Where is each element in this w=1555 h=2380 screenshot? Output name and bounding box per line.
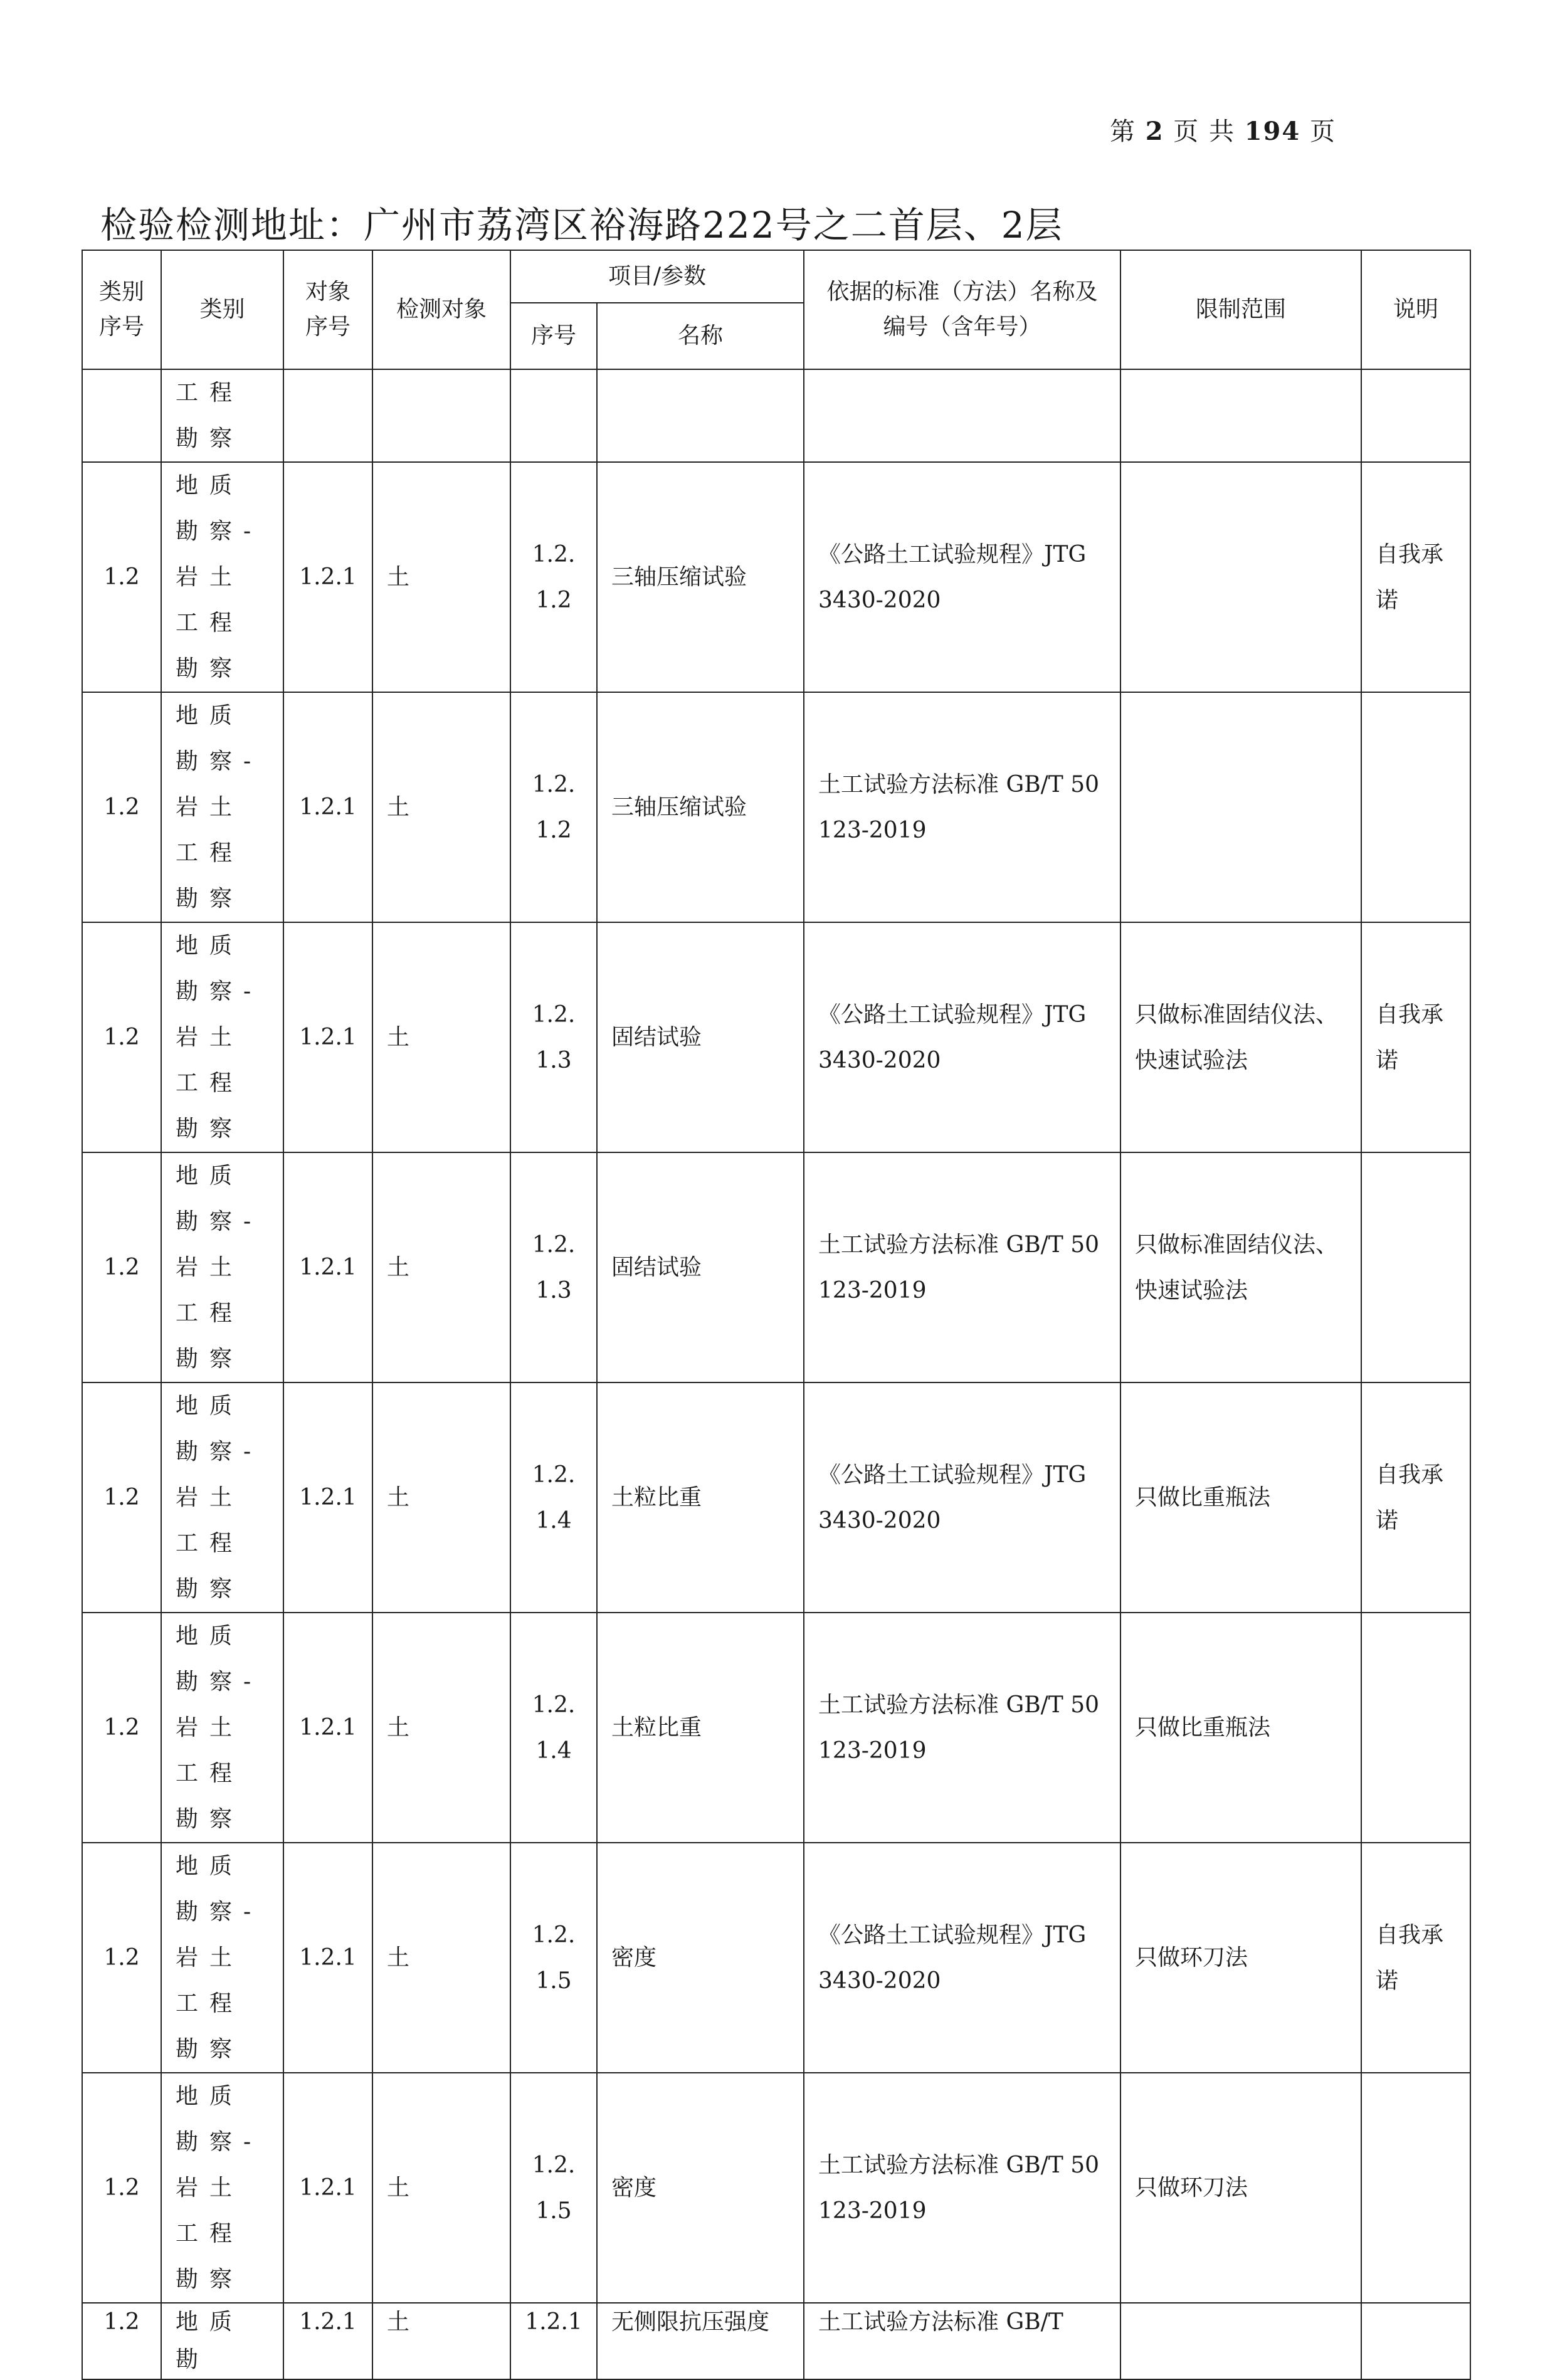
cell-category: 地质勘察-岩土工程勘察 xyxy=(161,692,283,922)
cell-item-name: 固结试验 xyxy=(597,922,804,1152)
cell-item-no: 1.2.1.3 xyxy=(510,1152,597,1382)
cell-standard: 《公路土工试验规程》JTG 3430-2020 xyxy=(804,1843,1120,2073)
cell-category: 地质勘察-岩土工程勘察 xyxy=(161,1382,283,1613)
cell-standard: 土工试验方法标准 GB/T 50123-2019 xyxy=(804,2073,1120,2303)
cell-note xyxy=(1361,2303,1470,2379)
cell-item-name: 无侧限抗压强度 xyxy=(597,2303,804,2379)
cell-category: 地质勘 xyxy=(161,2303,283,2379)
cell-item-no: 1.2.1.4 xyxy=(510,1382,597,1613)
cell-note xyxy=(1361,1613,1470,1843)
table-row-continuation xyxy=(82,369,1470,462)
cell-item-name: 固结试验 xyxy=(597,1152,804,1382)
cell-note xyxy=(1361,369,1470,462)
cell-item-no: 1.2.1.4 xyxy=(510,1613,597,1843)
cell-limit xyxy=(1120,692,1361,922)
cell-limit: 只做比重瓶法 xyxy=(1120,1382,1361,1613)
cell-category-no: 1.2 xyxy=(82,2073,161,2303)
cell-item-name xyxy=(597,369,804,462)
cell-category-no: 1.2 xyxy=(82,922,161,1152)
cell-category-no: 1.2 xyxy=(82,2303,161,2379)
cell-standard: 土工试验方法标准 GB/T xyxy=(804,2303,1120,2379)
cell-item-name: 密度 xyxy=(597,1843,804,2073)
cell-limit: 只做环刀法 xyxy=(1120,1843,1361,2073)
cell-note: 自我承诺 xyxy=(1361,922,1470,1152)
testing-address: 检验检测地址：广州市荔湾区裕海路222号之二首层、2层 xyxy=(100,204,1063,246)
header-item-group: 项目/参数 xyxy=(510,250,804,303)
cell-item-no: 1.2.1 xyxy=(510,2303,597,2379)
cell-object-no: 1.2.1 xyxy=(283,692,372,922)
cell-standard: 土工试验方法标准 GB/T 50123-2019 xyxy=(804,1152,1120,1382)
cell-item-no: 1.2.1.5 xyxy=(510,2073,597,2303)
cell-item-no: 1.2.1.2 xyxy=(510,462,597,692)
cell-category-no xyxy=(82,369,161,462)
cell-object: 土 xyxy=(372,692,510,922)
header-item-no: 序号 xyxy=(510,303,597,369)
table-row xyxy=(82,1152,1470,1382)
page-number-suffix: 页 xyxy=(1309,117,1336,146)
cell-item-name: 土粒比重 xyxy=(597,1613,804,1843)
page-number-current: 2 xyxy=(1145,117,1164,146)
cell-object-no: 1.2.1 xyxy=(283,1843,372,2073)
cell-note: 自我承诺 xyxy=(1361,1382,1470,1613)
cell-object-no: 1.2.1 xyxy=(283,1382,372,1613)
cell-category-no: 1.2 xyxy=(82,1613,161,1843)
cell-item-no: 1.2.1.5 xyxy=(510,1843,597,2073)
cell-standard: 土工试验方法标准 GB/T 50123-2019 xyxy=(804,692,1120,922)
cell-category: 地质勘察-岩土工程勘察 xyxy=(161,1613,283,1843)
cell-object: 土 xyxy=(372,1152,510,1382)
cell-category-no: 1.2 xyxy=(82,462,161,692)
cell-object: 土 xyxy=(372,1613,510,1843)
cell-category: 地质勘察-岩土工程勘察 xyxy=(161,1152,283,1382)
cell-note xyxy=(1361,692,1470,922)
page-number-middle: 页 共 xyxy=(1173,117,1235,146)
cell-note xyxy=(1361,2073,1470,2303)
table-row xyxy=(82,1613,1470,1843)
page-number-total: 194 xyxy=(1244,117,1301,146)
cell-object-no: 1.2.1 xyxy=(283,2073,372,2303)
cell-object: 土 xyxy=(372,1382,510,1613)
cell-category: 地质勘察-岩土工程勘察 xyxy=(161,1843,283,2073)
cell-category-no: 1.2 xyxy=(82,1843,161,2073)
table-row xyxy=(82,2073,1470,2303)
header-standard: 依据的标准（方法）名称及编号（含年号） xyxy=(804,250,1120,369)
page-number xyxy=(1110,112,1336,147)
cell-standard xyxy=(804,369,1120,462)
cell-limit xyxy=(1120,369,1361,462)
cell-object: 土 xyxy=(372,1843,510,2073)
cell-object xyxy=(372,369,510,462)
header-object: 检测对象 xyxy=(372,250,510,369)
header-item-name: 名称 xyxy=(597,303,804,369)
cell-object: 土 xyxy=(372,2073,510,2303)
cell-object-no: 1.2.1 xyxy=(283,2303,372,2379)
table-row-partial xyxy=(82,2303,1470,2379)
cell-limit xyxy=(1120,2303,1361,2379)
table-row xyxy=(82,462,1470,692)
table-row xyxy=(82,1382,1470,1613)
cell-limit: 只做比重瓶法 xyxy=(1120,1613,1361,1843)
cell-note xyxy=(1361,1152,1470,1382)
cell-limit: 只做标准固结仪法、快速试验法 xyxy=(1120,1152,1361,1382)
cell-standard: 《公路土工试验规程》JTG 3430-2020 xyxy=(804,462,1120,692)
cell-category: 地质勘察-岩土工程勘察 xyxy=(161,922,283,1152)
cell-item-no xyxy=(510,369,597,462)
cell-category-no: 1.2 xyxy=(82,1152,161,1382)
header-note: 说明 xyxy=(1361,250,1470,369)
cell-item-name: 密度 xyxy=(597,2073,804,2303)
cell-object-no: 1.2.1 xyxy=(283,462,372,692)
cell-limit: 只做环刀法 xyxy=(1120,2073,1361,2303)
cell-object-no: 1.2.1 xyxy=(283,1152,372,1382)
header-category-no: 类别序号 xyxy=(82,250,161,369)
cell-object: 土 xyxy=(372,462,510,692)
cell-category: 地质勘察-岩土工程勘察 xyxy=(161,2073,283,2303)
header-limit: 限制范围 xyxy=(1120,250,1361,369)
cell-category-no: 1.2 xyxy=(82,692,161,922)
cell-limit: 只做标准固结仪法、快速试验法 xyxy=(1120,922,1361,1152)
cell-item-name: 三轴压缩试验 xyxy=(597,462,804,692)
cell-object-no: 1.2.1 xyxy=(283,1613,372,1843)
table-row xyxy=(82,922,1470,1152)
header-category: 类别 xyxy=(161,250,283,369)
cell-item-no: 1.2.1.2 xyxy=(510,692,597,922)
cell-object-no xyxy=(283,369,372,462)
cell-standard: 土工试验方法标准 GB/T 50123-2019 xyxy=(804,1613,1120,1843)
cell-note: 自我承诺 xyxy=(1361,462,1470,692)
cell-standard: 《公路土工试验规程》JTG 3430-2020 xyxy=(804,1382,1120,1613)
cell-category: 工程勘察 xyxy=(161,369,283,462)
table-row xyxy=(82,1843,1470,2073)
cell-object: 土 xyxy=(372,2303,510,2379)
header-object-no: 对象序号 xyxy=(283,250,372,369)
cell-category-no: 1.2 xyxy=(82,1382,161,1613)
cell-object: 土 xyxy=(372,922,510,1152)
accreditation-table xyxy=(82,250,1471,2380)
page-number-prefix: 第 xyxy=(1110,117,1136,146)
cell-item-name: 土粒比重 xyxy=(597,1382,804,1613)
cell-standard: 《公路土工试验规程》JTG 3430-2020 xyxy=(804,922,1120,1152)
cell-limit xyxy=(1120,462,1361,692)
cell-item-no: 1.2.1.3 xyxy=(510,922,597,1152)
table-row xyxy=(82,692,1470,922)
cell-item-name: 三轴压缩试验 xyxy=(597,692,804,922)
cell-category: 地质勘察-岩土工程勘察 xyxy=(161,462,283,692)
cell-object-no: 1.2.1 xyxy=(283,922,372,1152)
cell-note: 自我承诺 xyxy=(1361,1843,1470,2073)
